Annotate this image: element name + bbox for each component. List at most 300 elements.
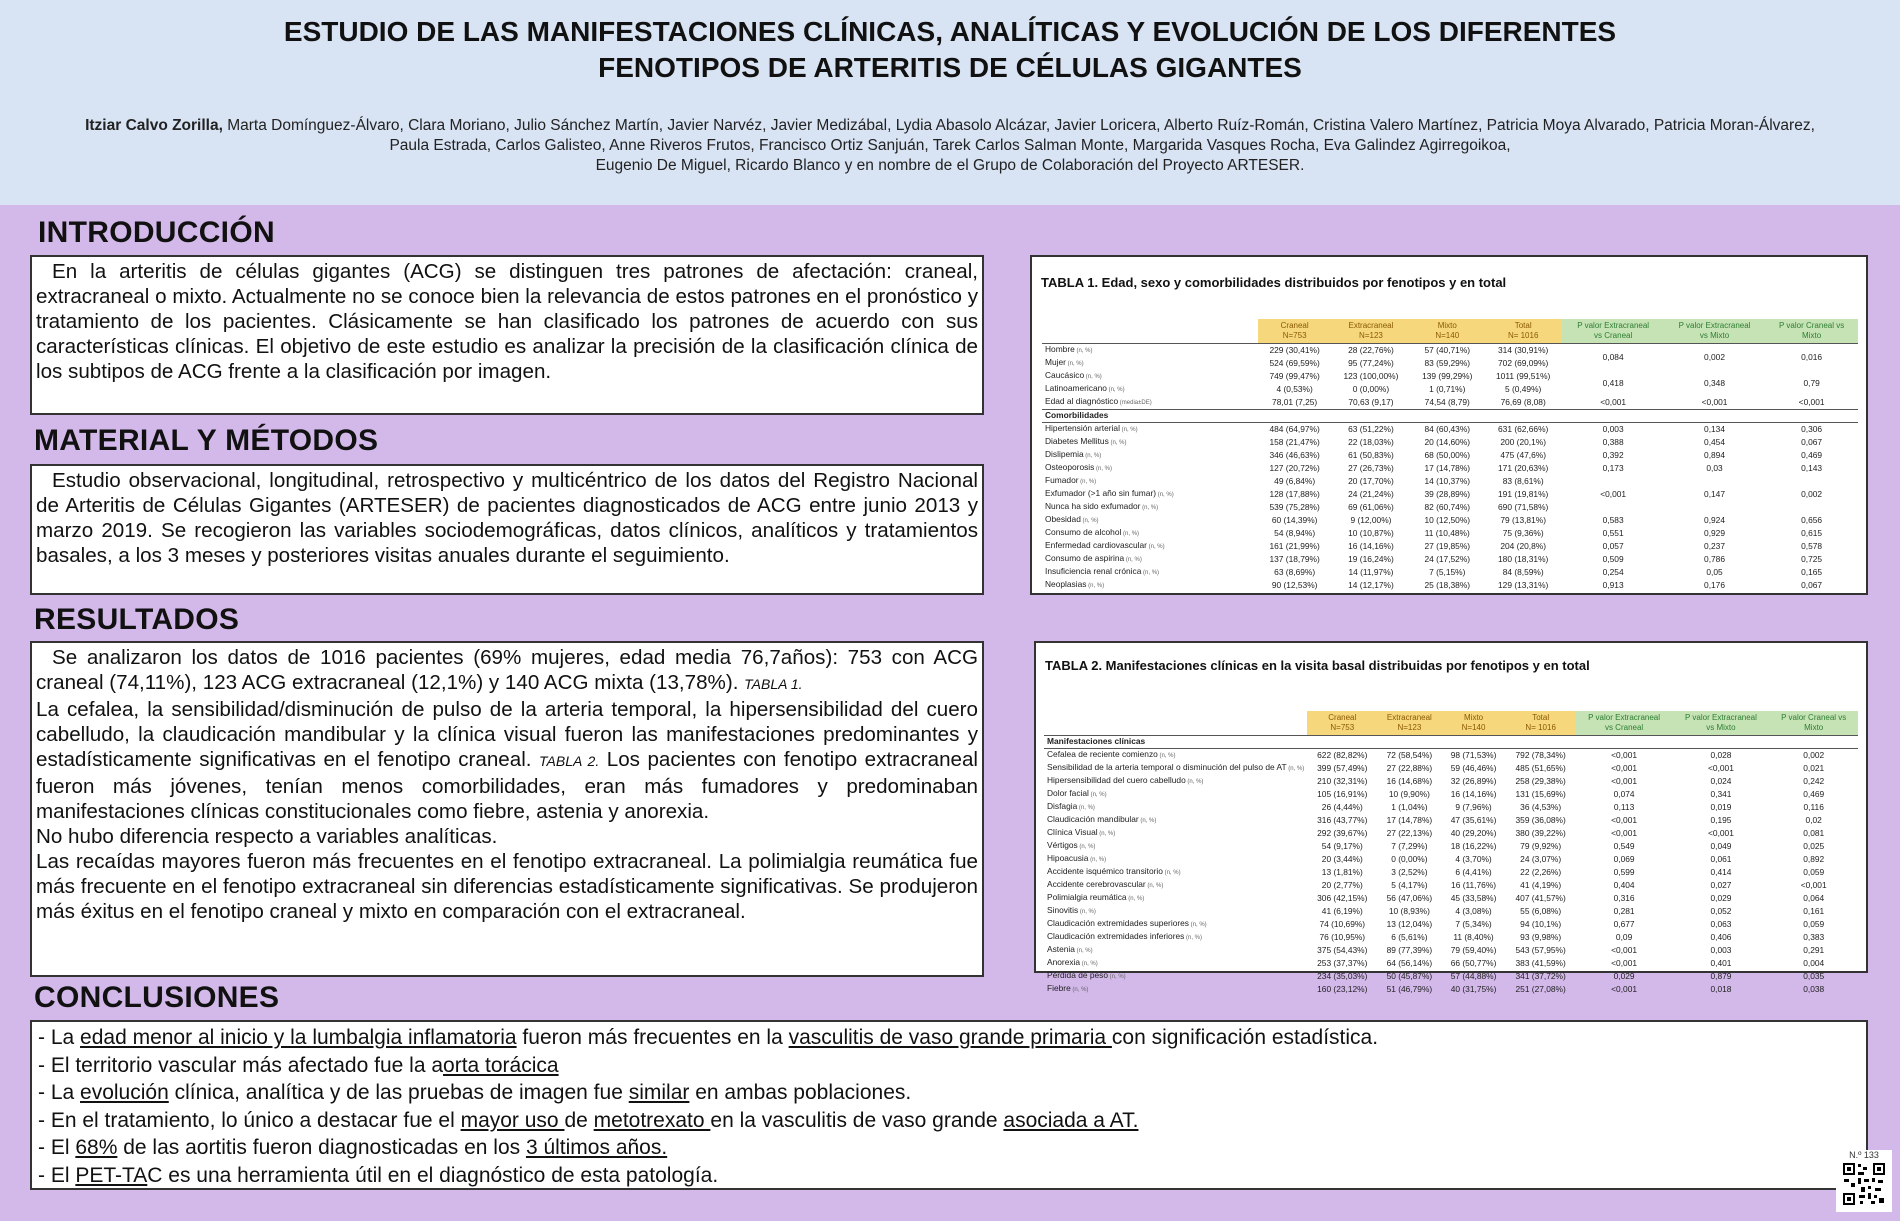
table-cell: 4 (3,70%) [1455,853,1492,864]
p-value-cell: <0,001 [1611,944,1638,955]
conclusion-text: en ambas poblaciones. [689,1081,912,1104]
row-label-unit: (n, %) [1138,817,1157,824]
table-cell: 79 (9,92%) [1520,840,1562,851]
row-label-text: Sinovitis [1047,904,1079,915]
results-paragraph-1: Se analizaron los datos de 1016 pacientes (69% mujeres, edad media 76,7años): 753 con ACG craneal (74,11%), 123 ACG extracraneal (12,1%) y 140 ACG mixta (13,78%). TABLA 1. [36,646,978,694]
table-cell: 10 (8,93%) [1388,905,1430,916]
table-cell: 200 (20,1%) [1500,436,1546,447]
column-header-line: N= 1016 [1507,331,1539,340]
table-cell: 543 (57,95%) [1515,944,1566,955]
table-cell: 6 (4,41%) [1455,866,1492,877]
table-cell: 631 (62,66%) [1484,422,1563,436]
p-value-cell: 0,242 [1803,775,1825,786]
p-value-cell: 0,894 [1704,449,1725,460]
table1-ref: TABLA 1 [744,676,799,692]
table-cell: 17 (14,78%) [1424,462,1471,473]
row-label-text: Nunca ha sido exfumador [1045,500,1141,511]
table-row [1044,957,1858,970]
column-header-line: P valor Extracraneal [1588,713,1661,722]
table-cell: 346 (46,63%) [1269,449,1320,460]
column-header [1441,711,1505,736]
conclusion-text: fueron más frecuentes en la [516,1026,789,1049]
results-paragraph-3: No hubo diferencia respecto a variables analíticas. [36,825,498,848]
table-cell: 7 (5,15%) [1429,566,1466,577]
table-cell: 9 (12,00%) [1350,514,1392,525]
table2-panel [1034,641,1868,994]
table-cell: 139 (99,29%) [1422,371,1473,381]
p-value-cell: 0,029 [1710,892,1732,903]
row-label-unit: (n, %) [1106,387,1125,393]
conclusion-text: de [564,1108,594,1132]
table-cell: 9 (7,96%) [1455,801,1492,812]
row-label-text: Hipertensión arterial [1045,422,1120,433]
table-row [1042,422,1858,436]
row-label [1044,983,1307,996]
p-value-cell: 0,003 [1710,944,1732,955]
p-value-cell: 0,254 [1602,566,1624,577]
table-cell: 79 (59,40%) [1450,944,1497,955]
row-label-text: Diabetes Mellitus [1045,435,1109,446]
row-label [1044,957,1307,970]
p-value-cell: 0,016 [1765,344,1858,371]
row-label-text: Polimialgia reumática [1047,891,1127,902]
conclusion-highlight: 3 últimos años. [525,1136,668,1159]
table-cell: 161 (21,99%) [1269,540,1320,551]
table-cell: 95 (77,24%) [1348,358,1394,368]
row-label [1044,918,1307,931]
row-label [1044,775,1307,788]
column-header-line: P valor Extracraneal [1577,321,1650,330]
p-value-cell: 0,069 [1613,853,1635,864]
table-cell: 306 (42,15%) [1317,892,1368,903]
table-cell: 70,63 (9,17) [1348,397,1394,407]
table-cell: 3 (2,52%) [1391,866,1428,877]
row-label [1042,501,1258,514]
row-label-unit: (n, %) [1084,374,1102,380]
table-cell: 32 (26,89%) [1450,775,1497,786]
authors-line-2: Paula Estrada, Carlos Galisteo, Anne Riveros Frutos, Francisco Ortiz Sanjuán, Tarek Carlos Salman Monte, Margarida Vasques Rocha, Eva Galindez Agirregoikoa, [389,137,1511,154]
table-cell: 131 (15,69%) [1515,788,1566,799]
p-value-cell: 0,059 [1803,918,1825,929]
p-value-cell: 0,195 [1710,814,1732,825]
table-cell: 57 (40,71%) [1411,344,1484,358]
conclusion-item [38,1079,1860,1107]
p-value-cell: 0,879 [1710,970,1732,981]
p-value-cell: 0,063 [1710,918,1732,929]
row-label [1042,357,1258,370]
qr-code-icon [1842,1162,1886,1206]
p-value-cell: 0,067 [1801,436,1823,447]
p-value-cell: 0,578 [1801,540,1823,551]
p-value-cell: <0,001 [1800,879,1827,890]
table-cell: 76,69 (8,08) [1500,397,1546,407]
row-label [1044,788,1307,801]
table-cell: 127 (20,72%) [1269,462,1320,473]
column-header-line: N=123 [1397,723,1422,732]
p-value-cell: 0,786 [1704,553,1725,564]
table-cell: 702 (69,09%) [1498,358,1549,368]
row-label [1042,540,1258,553]
table-cell: 253 (37,37%) [1317,957,1368,968]
column-header [1562,319,1663,344]
row-label [1042,396,1258,410]
row-label-text: Exfumador (>1 año sin fumar) [1045,487,1157,498]
p-value-cell: 0,173 [1602,462,1624,473]
p-value-cell: <0,001 [1708,827,1734,838]
column-header [1664,319,1765,344]
row-label-text: Caucásico [1045,370,1085,380]
row-label [1042,462,1258,475]
table-cell: 82 (60,74%) [1424,501,1471,512]
row-label [1044,866,1307,879]
table-cell: 40 (31,75%) [1450,983,1497,994]
row-label-unit: (n, %) [1185,778,1204,785]
table-cell: 89 (77,39%) [1386,944,1433,955]
poster-number: N.º 133 [1849,1150,1879,1160]
title-line-2: FENOTIPOS DE ARTERITIS DE CÉLULAS GIGANTES [598,52,1302,83]
table-row [1042,396,1858,410]
table2 [1044,711,1858,996]
row-label-unit: (n, %) [1086,582,1105,589]
p-value-cell: 0,064 [1803,892,1825,903]
title-line-1: ESTUDIO DE LAS MANIFESTACIONES CLÍNICAS, ANALÍTICAS Y EVOLUCIÓN DE LOS DIFERENTES [283,16,1617,47]
results-box [30,641,984,977]
table-cell: 7 (7,29%) [1391,840,1428,851]
table-cell: 24 (3,07%) [1520,853,1562,864]
p-value-cell: 0,677 [1613,918,1635,929]
row-label-unit: (n, %) [1108,439,1127,446]
table-cell: 51 (46,79%) [1386,983,1433,994]
table-cell: 74,54 (8,79) [1424,397,1470,407]
row-label-text: Astenia [1047,943,1075,954]
row-label-unit: (n, %) [1088,791,1107,798]
row-label [1044,762,1307,775]
row-label-text: Fiebre [1047,982,1071,993]
p-value-cell: <0,001 [1611,983,1638,994]
conclusion-item [38,1162,1860,1190]
p-value-cell: 0,004 [1803,957,1825,968]
conclusion-highlight: edad menor al inicio y la lumbalgia inflamatoria [80,1026,517,1049]
table-cell: 61 (50,83%) [1348,449,1394,460]
table-group-row [1042,410,1858,423]
table-row [1044,866,1858,879]
row-label-text: Consumo de alcohol [1045,526,1122,537]
row-label [1042,566,1258,579]
table-cell: 1 (0,71%) [1429,384,1466,394]
table-cell: 5 (4,17%) [1391,879,1428,890]
row-label-unit: (n, %) [1121,530,1140,537]
p-value-cell: 0,401 [1710,957,1732,968]
table-cell: 56 (47,06%) [1386,892,1433,903]
row-label-unit: (n, %) [1077,843,1096,850]
row-label-unit: (n, %) [1157,752,1176,759]
table-cell: 484 (64,97%) [1258,422,1331,436]
table1-caption: TABLA 1. Edad, sexo y comorbilidades distribuidos por fenotipos y en total [1041,275,1507,290]
methods-text: Estudio observacional, longitudinal, retrospectivo y multicéntrico de los datos del Registro Nacional de Arteritis de Células Gigantes (ARTESER) de pacientes diagnosticados de ACG entre junio 2013 y marzo 2019. Se recogieron las variables sociodemográficas, datos clínicos, analíticos y tratamientos basales, a los 3 meses y posteriores visitas anuales durante el seguimiento. [36,469,978,567]
conclusion-text: - La [38,1081,81,1104]
table-cell: 41 (6,19%) [1321,905,1363,916]
column-header-line: P valor Extracraneal [1685,713,1757,722]
table-cell: 27 (19,85%) [1424,540,1471,551]
row-label [1042,579,1258,592]
conclusion-highlight: similar [628,1081,690,1104]
row-label-unit: (n, %) [1162,869,1181,876]
row-label-text: Claudicación extremidades superiores [1047,917,1189,928]
p-value-cell: 0,074 [1613,788,1635,799]
table-cell: 105 (16,91%) [1317,788,1368,799]
table-cell: 63 (8,69%) [1274,566,1316,577]
table-cell: 16 (14,68%) [1386,775,1433,786]
column-header [1769,711,1858,736]
table-cell: 41 (4,19%) [1520,879,1562,890]
p-value-cell: 0,002 [1664,344,1765,371]
table-cell: 6 (5,61%) [1391,931,1428,942]
table-cell: 98 (71,53%) [1441,748,1505,762]
row-label-text: Latinoamericano [1045,383,1107,393]
column-header [1331,319,1410,344]
row-label-text: Dolor facial [1047,787,1089,798]
p-value-cell: 0,79 [1803,377,1820,388]
conclusion-text: clínica, analítica y de las pruebas de imagen fue [168,1081,629,1104]
p-value-cell: 0,143 [1801,462,1823,473]
row-label-unit: (n, %) [1094,465,1113,472]
table-cell: 28 (22,76%) [1331,344,1410,358]
table-row [1042,370,1858,383]
conclusion-text: - El territorio vascular más afectado fue la a [38,1053,444,1077]
conclusion-text: C es una herramienta útil en el diagnóstico de esta patología. [147,1163,719,1187]
p-value-cell: 0,176 [1704,579,1725,590]
table-cell: 16 (14,16%) [1450,788,1497,799]
table-cell: 407 (41,57%) [1515,892,1566,903]
table-cell: 475 (47,6%) [1500,449,1546,460]
table-cell: 316 (43,77%) [1317,814,1368,825]
table-cell: 1 (1,04%) [1391,801,1428,812]
row-label-unit: (n, %) [1108,973,1126,980]
p-value-cell: 0,316 [1613,892,1635,903]
conclusion-highlight: orta torácica [443,1053,559,1077]
table-cell: 55 (6,08%) [1520,905,1562,916]
column-header [1765,319,1858,344]
table-cell: 10 (12,50%) [1424,514,1471,525]
row-label-text: Hipoacusia [1047,852,1089,863]
p-value-cell: <0,001 [1600,488,1627,499]
conclusion-highlight: asociada a AT. [1003,1108,1139,1132]
table-row [1042,344,1858,358]
table-cell: 10 (10,87%) [1348,527,1394,538]
table-row [1042,436,1858,449]
row-label [1042,383,1258,396]
p-value-cell: 0,038 [1803,983,1825,994]
p-value-cell: 0,049 [1710,840,1732,851]
row-label-unit: (n, %) [1141,569,1160,576]
table-row [1042,527,1858,540]
table-row [1044,801,1858,814]
table-row [1044,762,1858,775]
table-cell: 83 (8,61%) [1502,475,1544,486]
row-label-unit: (n, %) [1070,986,1089,993]
results-text [32,643,982,924]
table-cell: 399 (57,49%) [1317,762,1368,773]
column-header-line: Mixto [1802,331,1822,340]
p-value-cell: 0,306 [1765,422,1858,436]
table-cell: 14 (12,17%) [1348,579,1394,590]
table-cell: 25 (18,38%) [1424,579,1471,590]
p-value-cell: 0,892 [1803,853,1825,864]
table-cell: 622 (82,82%) [1307,748,1377,762]
p-value-cell: 0,469 [1801,449,1823,460]
row-label-text: Claudicación mandibular [1047,813,1139,824]
table-cell: 749 (99,47%) [1269,371,1320,381]
p-value-cell: <0,001 [1798,397,1825,407]
row-label [1044,931,1307,944]
conclusion-text: en la vasculitis de vaso grande [710,1108,1004,1132]
row-label-unit: (n, %) [1126,895,1145,902]
row-label-unit: (n, %) [1188,921,1207,928]
p-value-cell: <0,001 [1600,397,1627,407]
table-row [1042,449,1858,462]
table-cell: 14 (11,97%) [1348,566,1394,577]
table-cell: 22 (2,26%) [1520,866,1562,877]
p-value-cell: 0,059 [1803,866,1825,877]
table-cell: 7 (5,34%) [1455,918,1492,929]
table-header-row [1044,711,1858,736]
table-cell: 69 (61,06%) [1348,501,1394,512]
column-header-line: P valor Extracraneal [1678,321,1751,330]
table-row [1044,944,1858,957]
p-value-cell: 0,147 [1704,488,1725,499]
conclusion-item [38,1134,1860,1162]
p-value-cell: 0,509 [1602,553,1624,564]
column-header [1377,711,1441,736]
column-header-line: N=140 [1435,331,1460,340]
row-label-unit: (n, %) [1083,452,1102,459]
p-value-cell: 0,924 [1704,514,1725,525]
p-value-cell: 0,057 [1602,540,1624,551]
p-value-cell: 0,081 [1803,827,1825,838]
table-header-row [1042,319,1858,344]
row-label-text: Mujer [1045,357,1066,367]
p-value-cell: 0,002 [1801,488,1823,499]
table-cell: 27 (26,73%) [1348,462,1394,473]
p-value-cell: 0,414 [1710,866,1732,877]
table-cell: 137 (18,79%) [1269,553,1320,564]
row-label-unit: (n, %) [1077,804,1095,811]
table-cell: 49 (6,84%) [1274,475,1316,486]
row-label-unit: (n, %) [1097,830,1116,837]
qr-badge [1836,1150,1892,1212]
table-row [1044,905,1858,918]
column-header [1576,711,1673,736]
row-label [1042,422,1258,436]
p-value-cell: 0,388 [1602,436,1624,447]
table2-caption: TABLA 2. Manifestaciones clínicas en la visita basal distribuidas por fenotipos y en total [1045,658,1590,673]
table-cell: 20 (2,77%) [1321,879,1363,890]
table-row [1044,970,1858,983]
row-label-text: Pérdida de peso [1047,969,1108,980]
table-cell: 204 (20,8%) [1500,540,1546,551]
table-row [1042,553,1858,566]
table-cell: 20 (17,70%) [1348,475,1394,486]
conclusion-highlight: mayor uso [460,1108,565,1132]
table-cell: 45 (33,58%) [1450,892,1497,903]
table-cell: 13 (12,04%) [1386,918,1433,929]
conclusion-highlight: PET-TA [75,1163,148,1187]
column-header-line: Extracraneal [1348,321,1394,330]
table-cell: 60 (14,39%) [1271,514,1318,525]
p-value-cell: 0,469 [1803,788,1825,799]
intro-box [30,255,984,415]
table-cell: 375 (54,43%) [1317,944,1368,955]
authors-line-1: Itziar Calvo Zorilla, Marta Domínguez-Álvaro, Clara Moriano, Julio Sánchez Martín, Javier Narvéz, Javier Medizábal, Lydia Abasolo Alcázar, Javier Loricera, Alberto Ruíz-Román, Cristina Valero Martínez, Patricia Moya Alvarado, Patricia Moran-Álvarez, [85,117,1815,134]
p-value-cell: <0,001 [1708,762,1734,773]
row-label [1042,514,1258,527]
p-value-cell: 0,09 [1615,931,1633,942]
conclusion-text: - La [38,1026,81,1049]
authors-line-3: Eugenio De Miguel, Ricardo Blanco y en nombre de el Grupo de Colaboración del Proyecto ARTESER. [595,157,1305,174]
column-header-line: Craneal [1328,713,1357,722]
table-cell: 123 (100,00%) [1343,371,1399,381]
table-cell: 251 (27,08%) [1515,983,1566,994]
column-header [1307,711,1377,736]
header-blank-cell [1042,319,1258,344]
row-label [1044,801,1307,814]
row-label-text: Anorexia [1047,956,1081,967]
p-value-cell: <0,001 [1611,762,1638,773]
p-value-cell: 0,05 [1706,566,1723,577]
p-value-cell: 0,134 [1664,422,1765,436]
row-label-text: Disfagia [1047,800,1078,811]
table-cell: 47 (35,61%) [1450,814,1497,825]
table-row [1042,540,1858,553]
table-row [1044,892,1858,905]
table-cell: 792 (78,34%) [1506,748,1576,762]
table-row [1044,840,1858,853]
row-label [1042,553,1258,566]
table-cell: 76 (10,95%) [1319,931,1366,942]
table-cell: 19 (16,24%) [1348,553,1394,564]
intro-text: En la arteritis de células gigantes (ACG) se distinguen tres patrones de afectación: craneal, extracraneal o mixto. Actualmente no se conoce bien la relevancia de estos patrones en el pronóstico y tratamiento de los pacientes. Clásicamente se han clasificado los patrones de acuerdo con sus características clínicas. El objetivo de este estudio es analizar la precisión de la clasificación clínica de los subtipos de ACG frente a la clasificación por imagen. [36,260,978,383]
table-cell: 690 (71,58%) [1498,501,1549,512]
row-label-text: Vértigos [1047,839,1078,850]
table-row [1042,475,1858,488]
row-label-text: Clínica Visual [1047,826,1098,837]
column-header-line: Mixto [1804,723,1824,732]
row-label [1044,814,1307,827]
row-label-text: Claudicación extremidades inferiores [1047,930,1185,941]
table1-panel [1030,255,1868,595]
column-header-line: Total [1532,713,1550,722]
column-header-line: Mixto [1437,321,1457,330]
table-cell: 485 (51,65%) [1515,762,1566,773]
table-row [1044,983,1858,996]
table-row [1044,827,1858,840]
p-value-cell: 0,025 [1803,840,1825,851]
p-value-cell: 0,913 [1602,579,1624,590]
p-value-cell: 0,615 [1801,527,1823,538]
p-value-cell: 0,021 [1803,762,1825,773]
row-label [1044,970,1307,983]
table-cell: 24 (17,52%) [1424,553,1471,564]
row-label-text: Hombre [1045,344,1075,354]
row-label-unit: (n, %) [1080,517,1099,524]
p-value-cell: 0,084 [1562,344,1663,371]
table-cell: 22 (18,03%) [1348,436,1394,447]
column-header-line: vs Craneal [1604,723,1644,732]
table-cell: 234 (35,03%) [1317,970,1368,981]
p-value-cell: 0,549 [1613,840,1635,851]
table-row [1042,579,1858,592]
table-cell: 524 (69,59%) [1269,358,1320,368]
